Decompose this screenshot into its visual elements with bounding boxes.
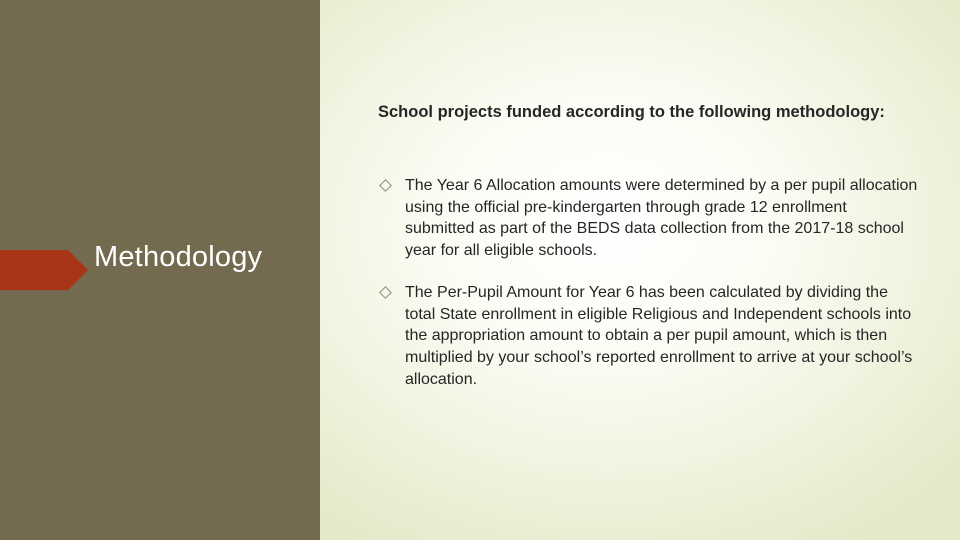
bullet-text: The Per-Pupil Amount for Year 6 has been calculated by dividing the total State enrollment in eligible Religious and Independent schools into the appropriation amount to obtain a per pupil amount, which is then multiplied by your school’s reported enrollment to arrive at your school’s allocation. [405, 283, 913, 388]
bullet-item [378, 282, 918, 391]
diamond-bullet-icon [379, 286, 392, 299]
diamond-bullet-icon [379, 179, 392, 192]
bullet-text: The Year 6 Allocation amounts were determined by a per pupil allocation using the official pre-kindergarten through grade 12 enrollment submitted as part of the BEDS data collection from the 2017-18 school year for all eligible schools. [405, 177, 918, 260]
intro-text: School projects funded according to the following methodology: [378, 103, 885, 121]
bullet-item [378, 175, 918, 262]
section-title: Methodology [94, 241, 263, 273]
bullet-list [378, 175, 918, 410]
